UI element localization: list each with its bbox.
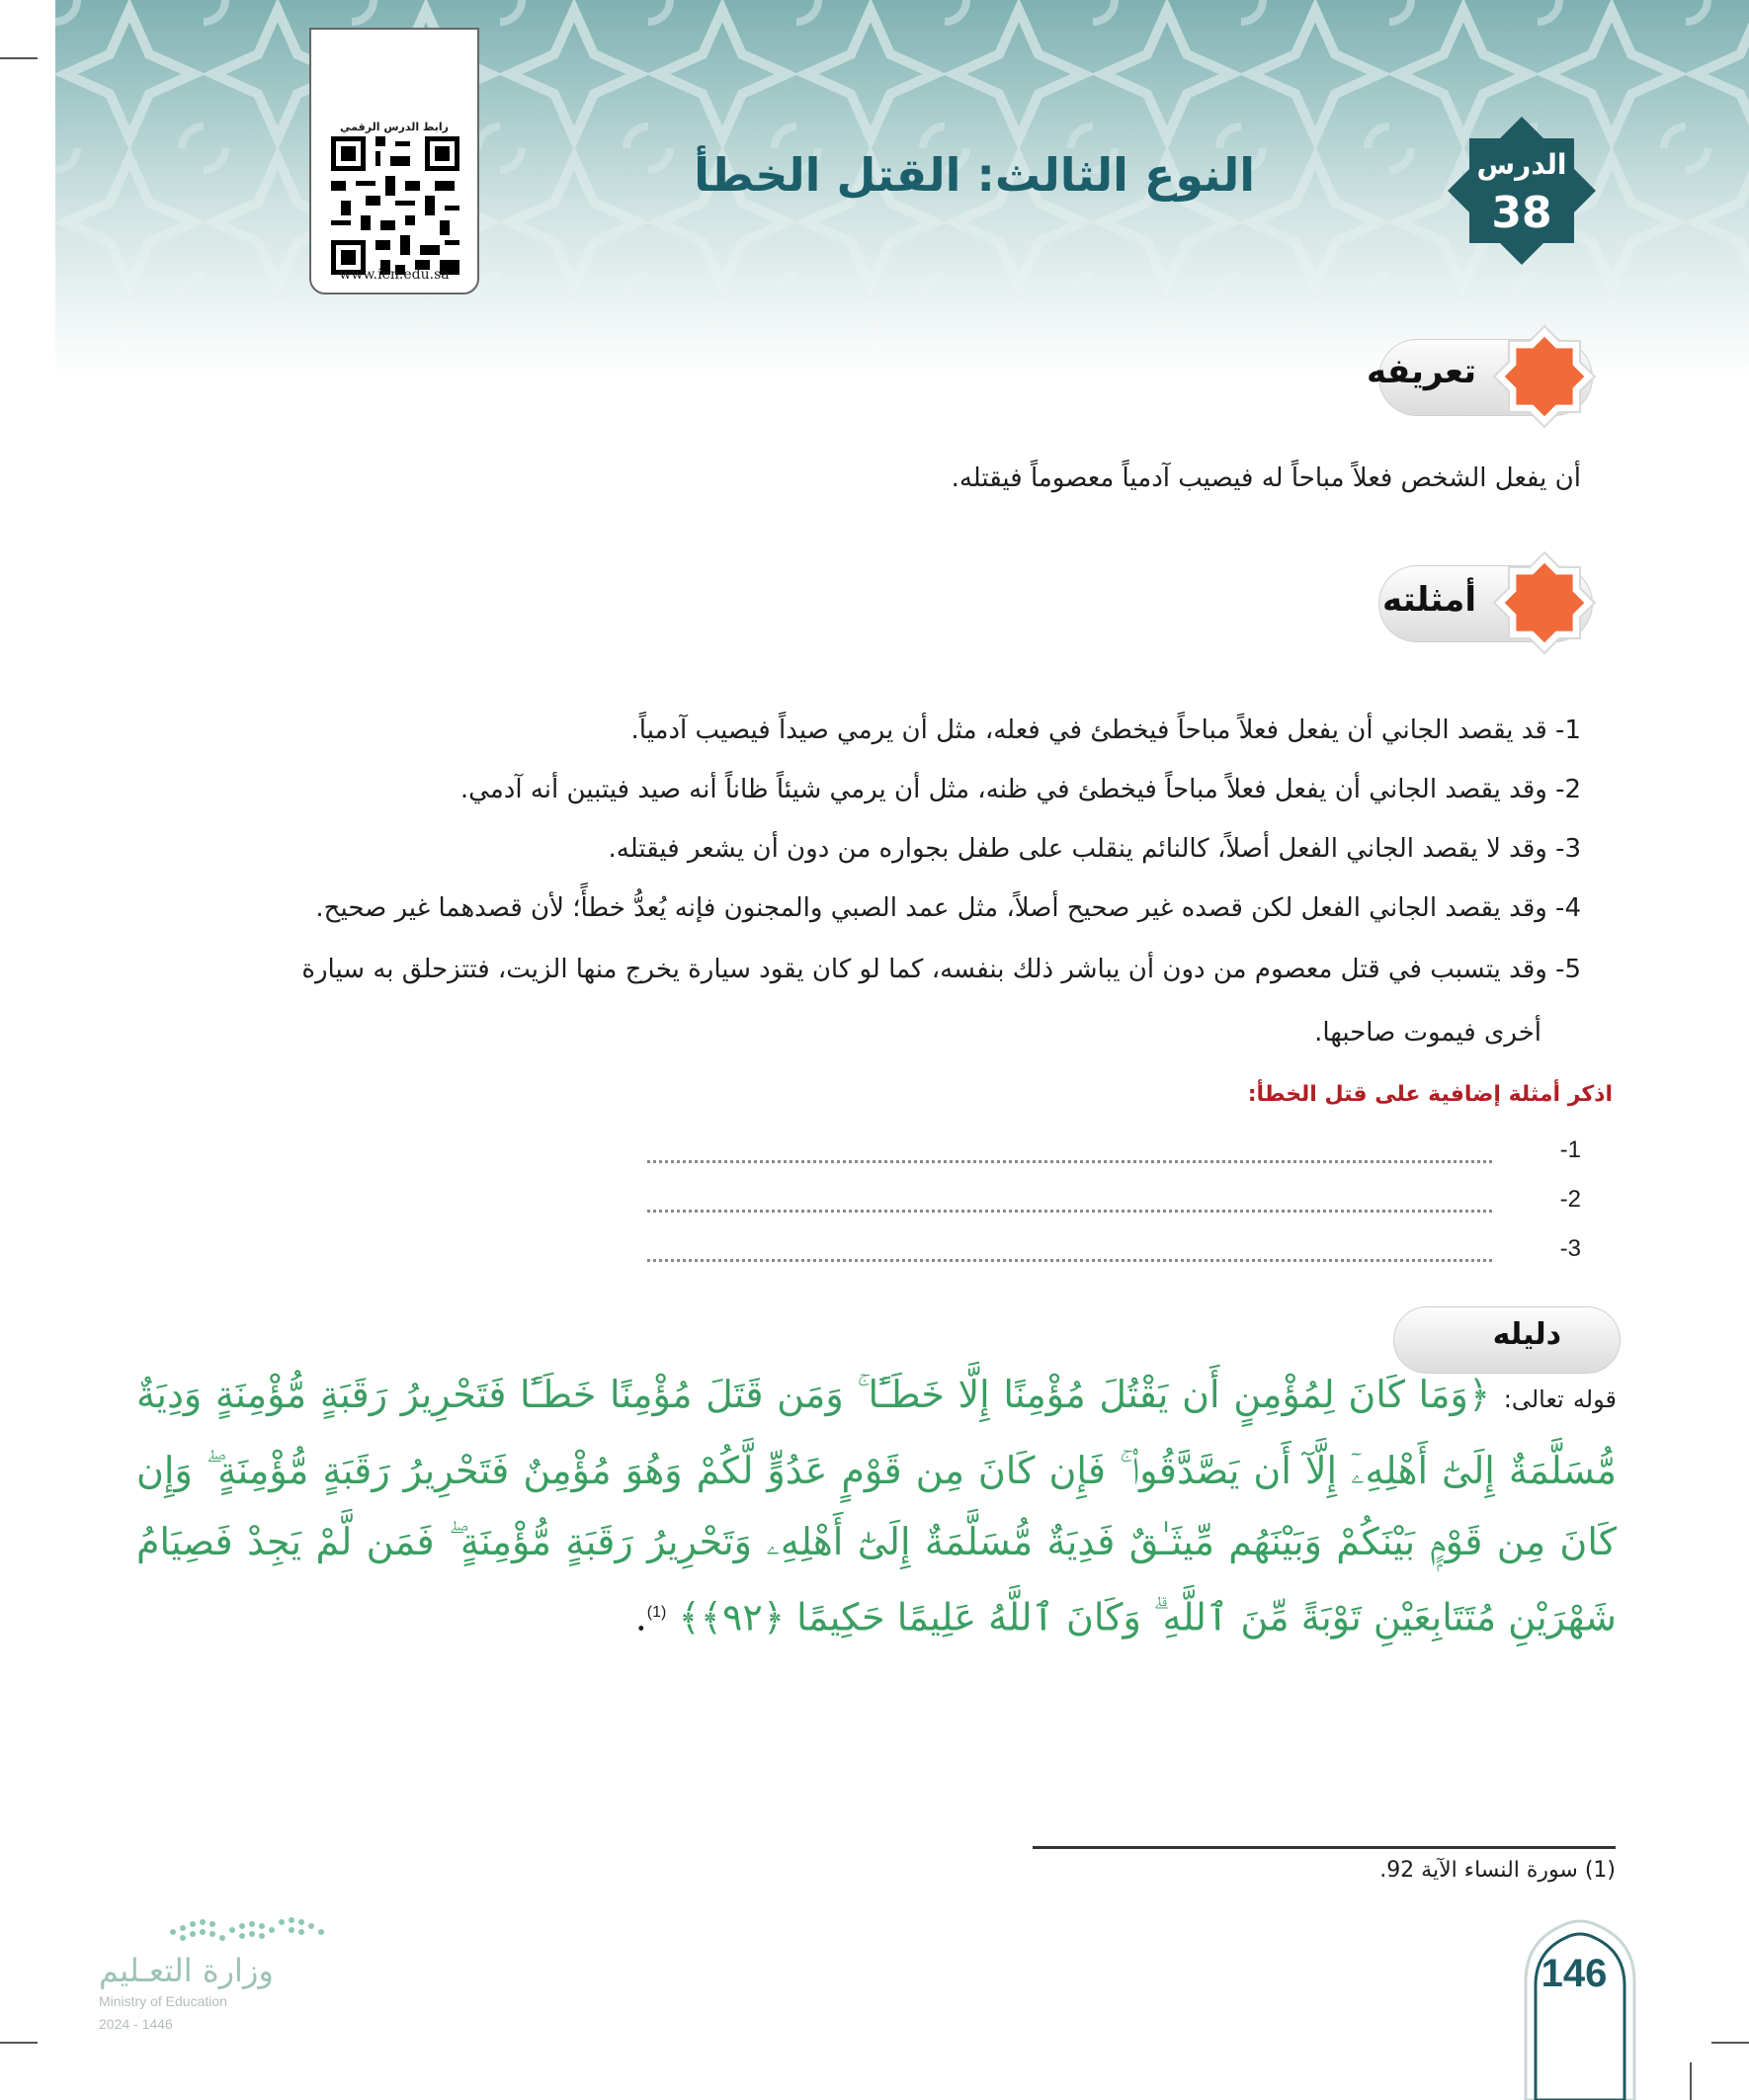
exercise-prompt: اذكر أمثلة إضافية على قتل الخطأ: — [1247, 1082, 1613, 1107]
example-item-continuation: أخرى فيموت صاحبها. — [1314, 1018, 1541, 1048]
qr-url[interactable]: www.ien.edu.sa — [339, 267, 450, 283]
example-item: 5- وقد يتسبب في قتل معصوم من دون أن يباشر ذلك بنفسه، كما لو كان يقود سيارة يخرج منها الزيت، فتتزحلق به سيارة — [301, 955, 1581, 984]
verse-end-mark: . — [634, 1595, 647, 1639]
example-item: 2- وقد يقصد الجاني أن يفعل فعلاً مباحاً فيخطئ في ظنه، مثل أن يرمي شيئاً ظاناً أنه صيد فيتبين أنه آدمي. — [459, 775, 1581, 804]
examples-heading: أمثلته — [1382, 580, 1476, 620]
evidence-heading: دليله — [1492, 1317, 1561, 1352]
exercise-answer-line[interactable] — [647, 1210, 1492, 1213]
page-title: النوع الثالث: القتل الخطأ — [694, 148, 1255, 202]
examples-star-icon — [1492, 550, 1597, 655]
crop-mark — [1711, 2042, 1749, 2044]
qr-caption: رابط الدرس الرقمي — [340, 121, 449, 133]
example-item: 1- قد يقصد الجاني أن يفعل فعلاً مباحاً فيخطئ في فعله، مثل أن يرمي صيداً فيصيب آدمياً. — [630, 715, 1581, 745]
lesson-label: الدرس — [1476, 148, 1567, 181]
crop-mark — [1690, 2062, 1692, 2100]
exercise-answer-line[interactable] — [647, 1160, 1492, 1163]
footnote-ref: (1) — [646, 1604, 667, 1621]
page-number: 146 — [1541, 1952, 1608, 1995]
quran-verse: ﴿وَمَا كَانَ لِمُؤْمِنٍ أَن يَقْتُلَ مُؤْمِنًا إِلَّا خَطَـًٔا ۚ وَمَن قَتَلَ مُؤْمِنًا خَطَـًٔا فَتَحْرِيرُ رَقَبَةٍ مُّؤْمِنَةٍ وَدِيَةٌ مُّسَلَّمَةٌ إِلَىٰٓ أَهْلِهِۦٓ إِلَّآ أَن يَصَّدَّقُوا۟ ۚ فَإِن كَانَ مِن قَوْمٍ عَدُوٍّ لَّكُمْ وَهُوَ مُؤْمِنٌ فَتَحْرِيرُ رَقَبَةٍ مُّؤْمِنَةٍ ۖ وَإِن كَانَ مِن قَوْمٍۭ بَيْنَكُمْ وَبَيْنَهُم مِّيثَـٰقٌ فَدِيَةٌ مُّسَلَّمَةٌ إِلَىٰٓ أَهْلِهِۦ وَتَحْرِيرُ رَقَبَةٍ مُّؤْمِنَةٍ ۖ فَمَن لَّمْ يَجِدْ فَصِيَامُ شَهْرَيْنِ مُتَتَابِعَيْنِ تَوْبَةً مِّنَ ٱللَّهِ ۗ وَكَانَ ٱللَّهُ عَلِيمًا حَكِيمًا ﴿٩٢﴾﴾ — [136, 1373, 1617, 1639]
qr-card[interactable] — [309, 28, 479, 294]
footnote-rule — [1033, 1846, 1616, 1849]
crop-mark — [0, 2042, 38, 2044]
crop-mark — [0, 57, 38, 59]
exercise-line-label: 2- — [1559, 1186, 1581, 1213]
verse-lead: قوله تعالى: — [1503, 1386, 1617, 1413]
ministry-name-ar: وزارة التعـليم — [99, 1952, 274, 1989]
definition-star-icon — [1492, 324, 1597, 429]
example-item: 3- وقد لا يقصد الجاني الفعل أصلاً، كالنائم ينقلب على طفل بجواره من دون أن يشعر فيقتله. — [608, 834, 1581, 864]
exercise-answer-line[interactable] — [647, 1259, 1492, 1262]
example-item: 4- وقد يقصد الجاني الفعل لكن قصده غير صحيح أصلاً، مثل عمد الصبي والمجنون فإنه يُعدُّ خطأً؛ لأن قصدهما غير صحيح. — [315, 893, 1581, 923]
exercise-line-label: 1- — [1559, 1136, 1581, 1163]
footnote: (1) سورة النساء الآية 92. — [1379, 1858, 1616, 1883]
quran-verse-block — [136, 1359, 1617, 1653]
exercise-line-label: 3- — [1559, 1235, 1581, 1262]
definition-heading: تعريفه — [1367, 352, 1476, 391]
definition-text: أن يفعل الشخص فعلاً مباحاً له فيصيب آدمياً معصوماً فيقتله. — [951, 463, 1581, 493]
ministry-year: 2024 - 1446 — [99, 2016, 173, 2032]
lesson-number: 38 — [1491, 188, 1552, 238]
page-number-tab — [1522, 1912, 1638, 2100]
qr-code-icon[interactable] — [331, 136, 459, 275]
ministry-logo-icon — [163, 1902, 331, 1952]
ministry-name-en: Ministry of Education — [99, 1993, 227, 2009]
